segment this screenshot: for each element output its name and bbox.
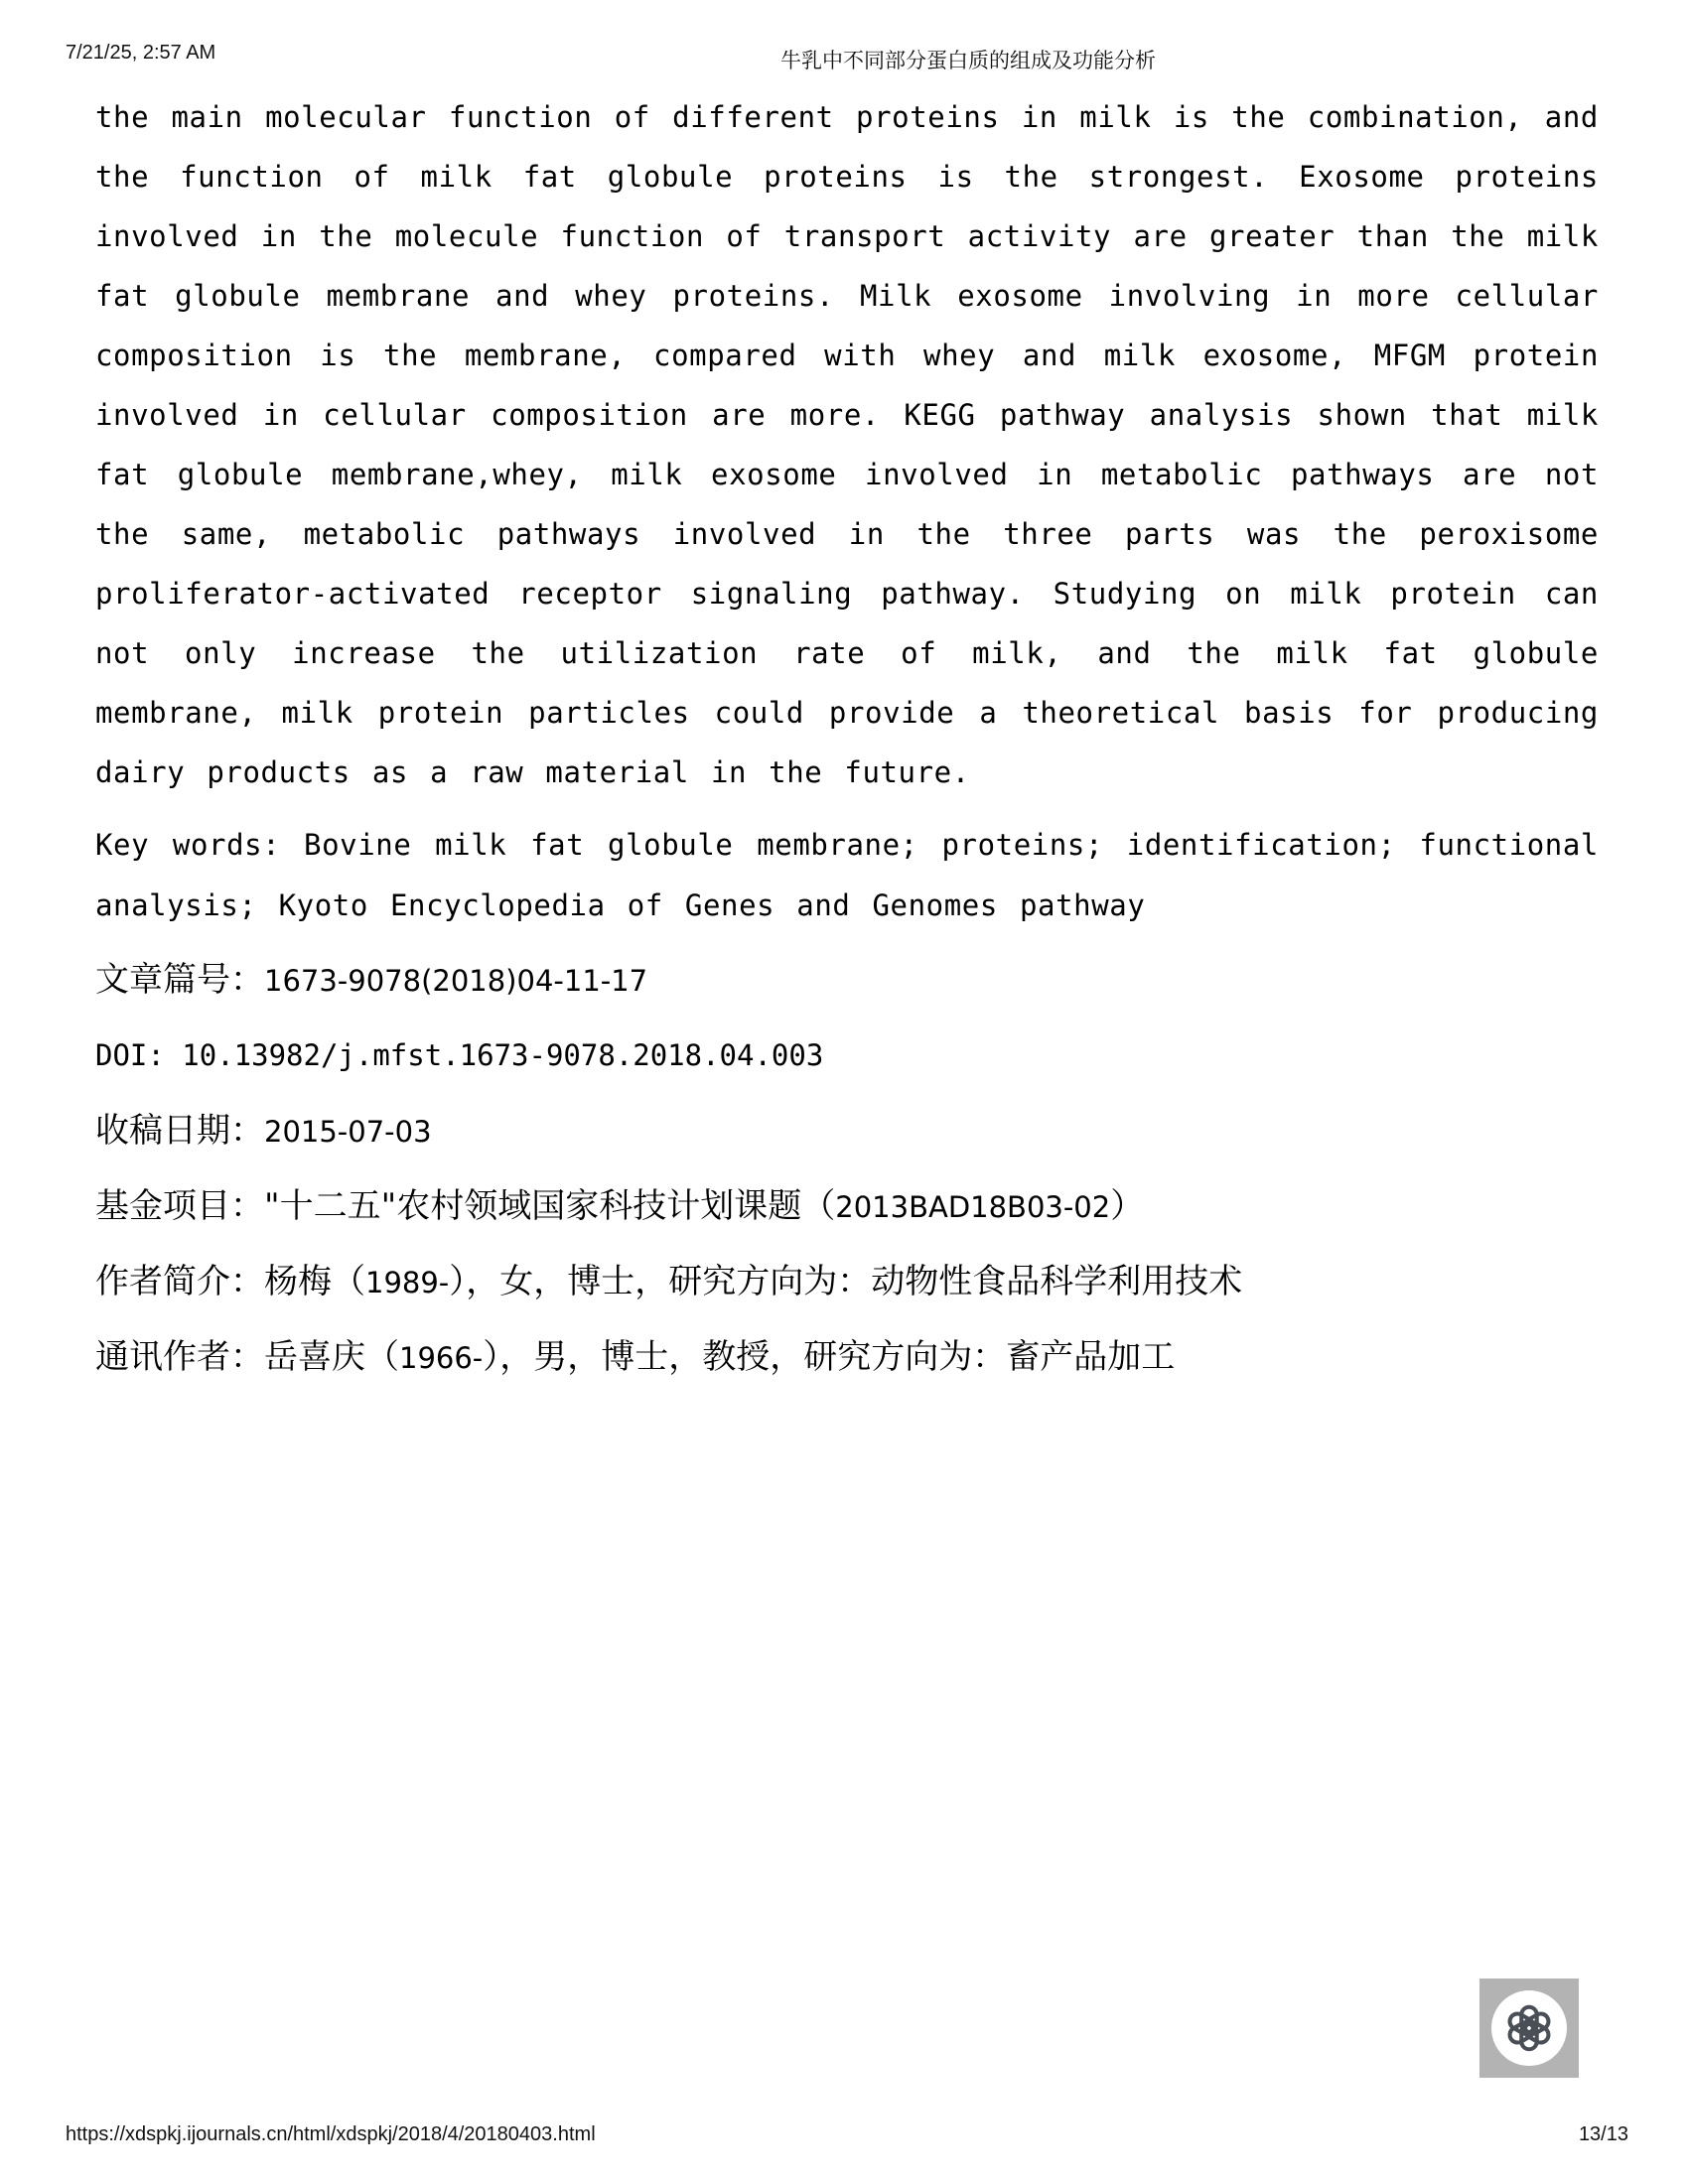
author-bio-years: 1989- xyxy=(365,1266,450,1299)
openai-logo-icon xyxy=(1500,1999,1558,2057)
article-number-value: 1673-9078(2018)04-11-17 xyxy=(264,964,648,998)
received-date-line xyxy=(95,1093,1599,1168)
received-date-label: 收稿日期： xyxy=(95,1111,264,1151)
article-number-line xyxy=(95,942,1599,1018)
author-bio-label: 作者简介：杨梅（ xyxy=(95,1262,365,1301)
print-footer-page-number: 13/13 xyxy=(1578,2123,1628,2145)
doi-line: DOI: 10.13982/j.mfst.1673-9078.2018.04.003 xyxy=(95,1038,824,1072)
abstract-paragraph: the main molecular function of different proteins in milk is the combination, and the function of milk fat globule proteins is the strongest. Exosome proteins involved in the molecule function of transport activity are greater than the milk fat globule membrane and whey proteins. Milk exosome involving in more cellular composition is the membrane, compared with whey and milk exosome, MFGM protein involved in cellular composition are more. KEGG pathway analysis shown that milk fat globule membrane,whey, milk exosome involved in metabolic pathways are not the same, metabolic pathways involved in the three parts was the peroxisome proliferator-activated receptor signaling pathway. Studying on milk protein can not only increase the utilization rate of milk, and the milk fat globule membrane, milk protein particles could provide a theoretical basis for producing dairy products as a raw material in the future. xyxy=(95,100,1599,789)
corresponding-author-years: 1966- xyxy=(399,1341,484,1375)
received-date-value: 2015-07-03 xyxy=(264,1115,432,1149)
print-footer-url: https://xdspkj.ijournals.cn/html/xdspkj/2018/4/20180403.html xyxy=(66,2123,596,2145)
article-content xyxy=(95,87,1599,1395)
fund-label: 基金项目："十二五"农村领域国家科技计划课题（ xyxy=(95,1186,836,1226)
author-bio-rest: ），女，博士，研究方向为：动物性食品科学利用技术 xyxy=(449,1262,1243,1301)
chat-assistant-badge[interactable] xyxy=(1479,1979,1579,2078)
chat-badge-circle xyxy=(1491,1990,1567,2066)
fund-close: ） xyxy=(1110,1186,1145,1226)
article-number-label: 文章篇号： xyxy=(95,960,264,1000)
fund-code: 2013BAD18B03-02 xyxy=(835,1190,1111,1224)
corresponding-author-rest: ），男，博士，教授，研究方向为：畜产品加工 xyxy=(483,1337,1176,1377)
print-header-datetime: 7/21/25, 2:57 AM xyxy=(66,42,216,64)
fund-line xyxy=(95,1168,1599,1244)
corresponding-author-line xyxy=(95,1319,1599,1395)
keywords-paragraph: Key words: Bovine milk fat globule membrane; proteins; identification; functional analysis; Kyoto Encyclopedia of Genes and Genomes pathway xyxy=(95,828,1599,922)
print-header-title: 牛乳中不同部分蛋白质的组成及功能分析 xyxy=(780,49,1156,72)
print-header-title-row xyxy=(0,45,1688,74)
corresponding-author-label: 通讯作者：岳喜庆（ xyxy=(95,1337,399,1377)
author-bio-line xyxy=(95,1244,1599,1319)
